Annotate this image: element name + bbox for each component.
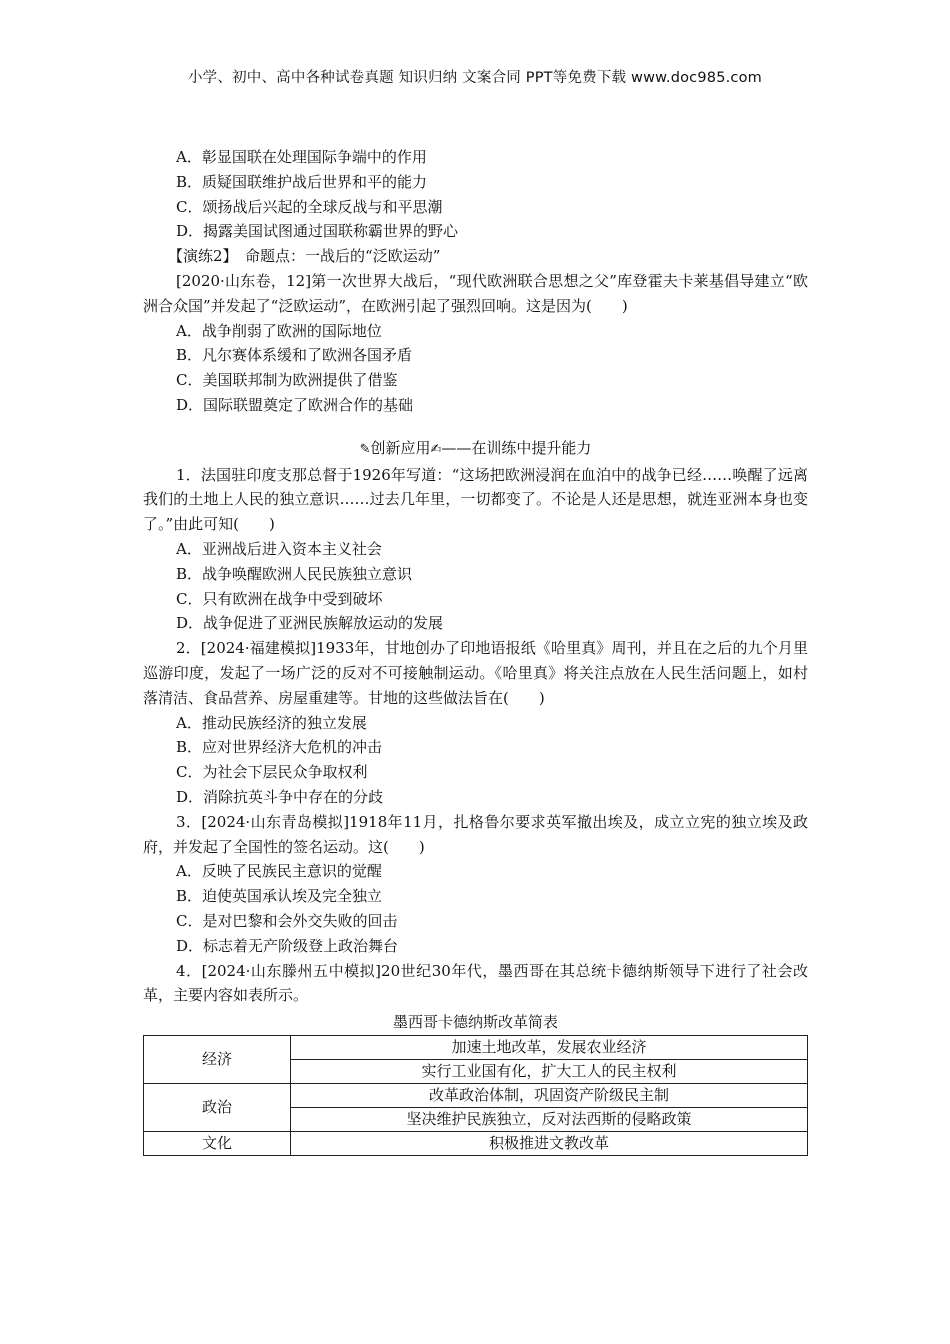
content-cell: 改革政治体制，巩固资产阶级民主制 [291, 1083, 808, 1107]
table-row [144, 1131, 808, 1155]
question-2 [143, 636, 808, 810]
option-c: C．美国联邦制为欧洲提供了借鉴 [176, 371, 398, 390]
category-cell: 经济 [144, 1035, 291, 1083]
content-cell: 积极推进文教改革 [291, 1131, 808, 1155]
option-b: B．应对世界经济大危机的冲击 [176, 738, 383, 757]
option-a: A．推动民族经济的独立发展 [176, 713, 367, 732]
pen-icon: ✎ [359, 441, 371, 457]
option-d: D．消除抗英斗争中存在的分歧 [176, 787, 384, 806]
document-body [143, 145, 808, 1156]
option-a: A．反映了民族民主意识的觉醒 [176, 862, 382, 881]
question-stem: 2．[2024·福建模拟]1933年，甘地创办了印地语报纸《哈里真》周刊，并且在之后的九个月里巡游印度，发起了一场广泛的反对不可接触制运动。《哈里真》将关注点放在人民生活问题上，如村落清洁、食品营养、房屋重建等。甘地的这些做法旨在( ) [143, 639, 808, 707]
content-cell: 坚决维护民族独立，反对法西斯的侵略政策 [291, 1107, 808, 1131]
table-row [144, 1035, 808, 1059]
writing-hand-icon: ✍ [430, 441, 442, 457]
option-c: C．只有欧洲在战争中受到破坏 [176, 589, 383, 608]
option-a: A．战争削弱了欧洲的国际地位 [176, 321, 382, 340]
option-c: C．是对巴黎和会外交失败的回击 [176, 911, 398, 930]
option-b: B．战争唤醒欧洲人民民族独立意识 [176, 564, 413, 583]
section-label: 创新应用 [370, 438, 431, 457]
question-4 [143, 959, 808, 1009]
site-header: 小学、初中、高中各种试卷真题 知识归纳 文案合同 PPT等免费下载 www.doc985.com [187, 70, 763, 86]
question-stem: 1．法国驻印度支那总督于1926年写道：“这场把欧洲浸润在血泊中的战争已经……唤醒了远离我们的土地上人民的独立意识……过去几年里，一切都变了。不论是人还是思想，就连亚洲本身也变了。”由此可知( ) [143, 465, 808, 534]
table-row [144, 1083, 808, 1107]
question-stem: 3．[2024·山东青岛模拟]1918年11月，扎格鲁尔要求英军撤出埃及，成立立宪的独立埃及政府，并发起了全国性的签名运动。这( ) [143, 812, 808, 856]
option-b: B．迫使英国承认埃及完全独立 [176, 887, 383, 906]
option-a: A．亚洲战后进入资本主义社会 [176, 539, 382, 558]
question-1 [143, 463, 808, 637]
reform-table [143, 1035, 808, 1156]
previous-question-options [143, 145, 808, 244]
option-a: A．彰显国联在处理国际争端中的作用 [176, 148, 427, 166]
option-d: D．国际联盟奠定了欧洲合作的基础 [176, 395, 414, 414]
option-d: D．标志着无产阶级登上政治舞台 [176, 936, 399, 955]
table-caption: 墨西哥卡德纳斯改革简表 [392, 1013, 558, 1032]
option-d: D．揭露美国试图通过国联称霸世界的野心 [176, 222, 459, 241]
section-heading [143, 436, 808, 463]
question-stem: 4．[2024·山东滕州五中模拟]20世纪30年代，墨西哥在其总统卡德纳斯领导下进行了社会改革，主要内容如表所示。 [143, 961, 808, 1005]
drill-2-title: 【演练2】 命题点：一战后的“泛欧运动” [168, 247, 441, 266]
content-cell: 实行工业国有化，扩大工人的民主权利 [291, 1059, 808, 1083]
category-cell: 政治 [144, 1083, 291, 1131]
drill-2-question: [2020·山东卷，12]第一次世界大战后，“现代欧洲联合思想之父”库登霍夫卡莱基倡导建立“欧洲合众国”并发起了“泛欧运动”，在欧洲引起了强烈回响。这是因为( ) [143, 271, 808, 315]
option-b: B．凡尔赛体系缓和了欧洲各国矛盾 [176, 346, 413, 365]
option-b: B．质疑国联维护战后世界和平的能力 [176, 172, 428, 191]
category-cell: 文化 [144, 1131, 291, 1155]
option-c: C．颂扬战后兴起的全球反战与和平思潮 [176, 197, 443, 216]
question-3 [143, 810, 808, 959]
section-subtitle: ——在训练中提升能力 [441, 438, 592, 457]
drill-2 [143, 244, 808, 418]
content-cell: 加速土地改革，发展农业经济 [291, 1035, 808, 1059]
option-d: D．战争促进了亚洲民族解放运动的发展 [176, 614, 444, 633]
option-c: C．为社会下层民众争取权利 [176, 763, 368, 782]
